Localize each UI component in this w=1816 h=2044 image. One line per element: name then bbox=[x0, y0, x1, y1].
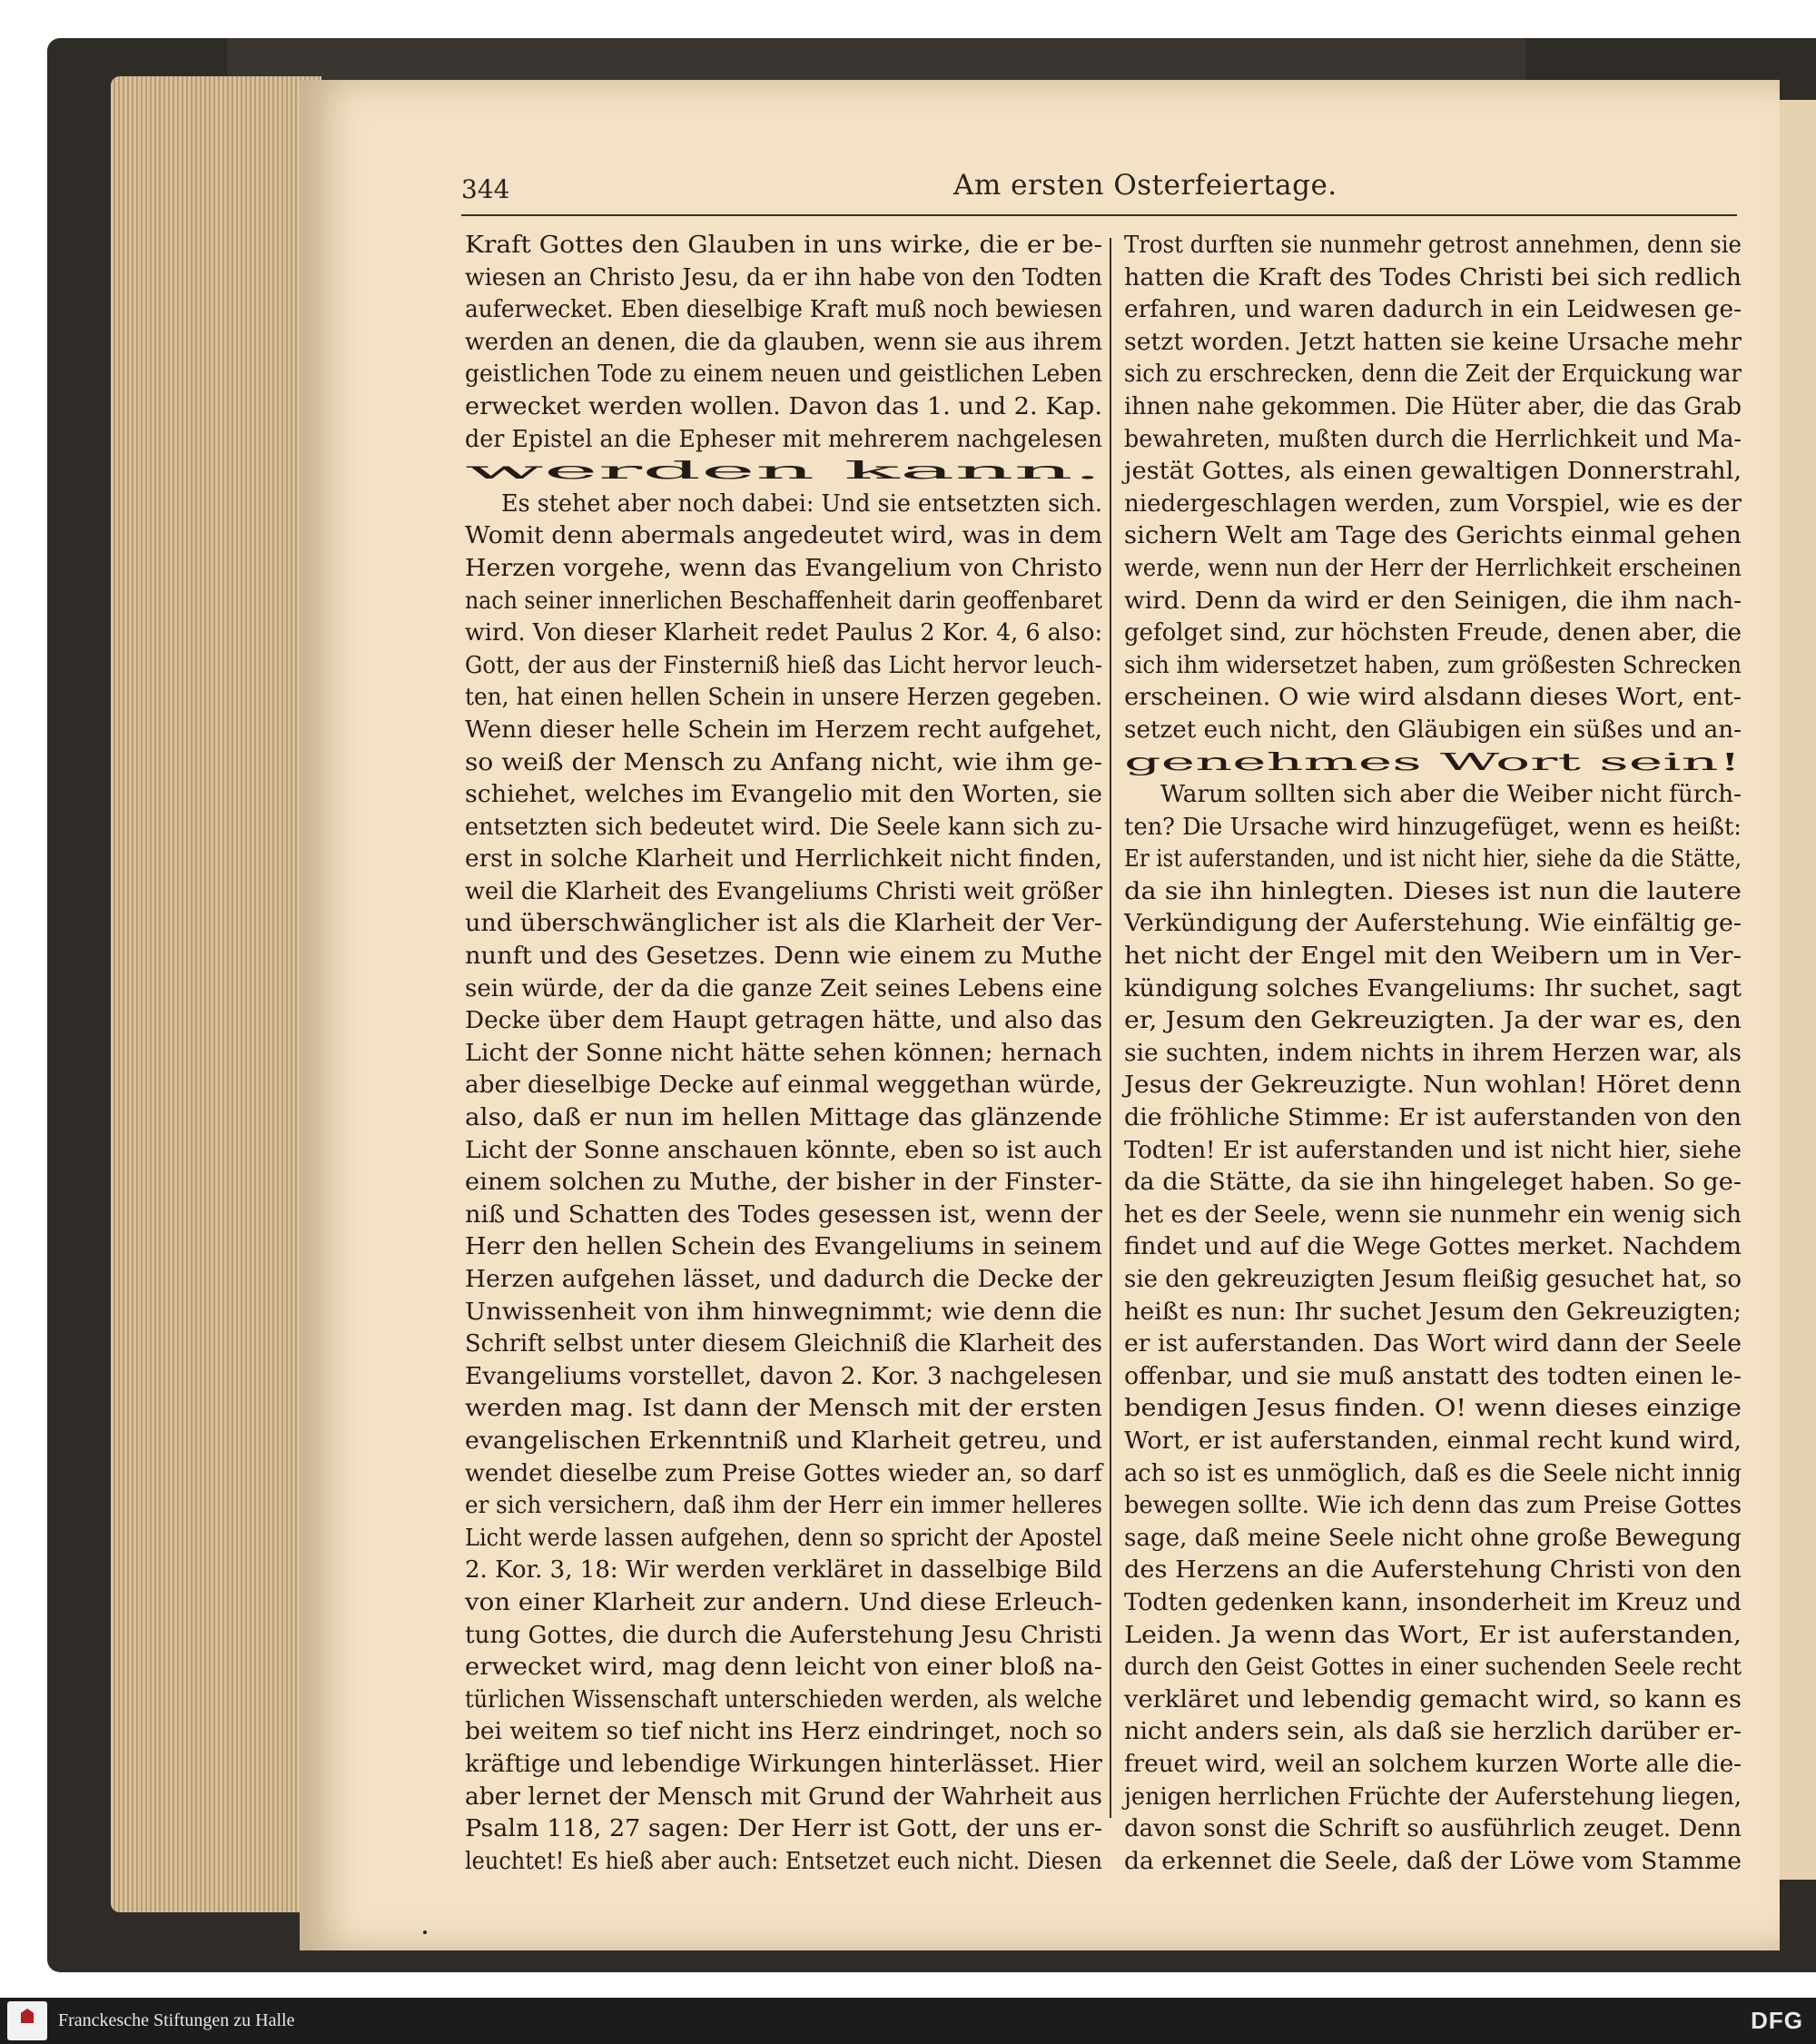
text-line: Unwissenheit von ihm hinwegnimmt; wie denn die bbox=[465, 1297, 1103, 1326]
franckesche-logo-icon bbox=[7, 2001, 47, 2040]
text-line: ten, hat einen hellen Schein in unsere Herzen gegeben. bbox=[465, 683, 1102, 712]
text-line: 2. Kor. 3, 18: Wir werden verkläret in dasselbige Bild bbox=[465, 1555, 1102, 1585]
text-line: Leiden. Ja wenn das Wort, Er ist auferstanden, bbox=[1124, 1620, 1742, 1649]
text-line: leuchtet! Es hieß aber auch: Entsetzet euch nicht. Diesen bbox=[465, 1846, 1102, 1875]
text-line: genehmes Wort sein! bbox=[1124, 747, 1742, 776]
text-line: sein würde, der da die ganze Zeit seines Lebens eine bbox=[465, 973, 1102, 1002]
text-line: da erkennet die Seele, daß der Löwe vom Stamme bbox=[1124, 1846, 1742, 1875]
text-line: Licht der Sonne anschauen könnte, eben so ist auch bbox=[465, 1135, 1102, 1164]
text-line: er sich versichern, daß ihm der Herr ein immer helleres bbox=[465, 1491, 1103, 1520]
text-line: aber lernet der Mensch mit Grund der Wahrheit aus bbox=[465, 1782, 1102, 1811]
text-line: ten? Die Ursache wird hinzugefüget, wenn es heißt: bbox=[1124, 812, 1742, 841]
text-line: het es der Seele, wenn sie nunmehr ein wenig sich bbox=[1124, 1200, 1742, 1229]
text-line: weil die Klarheit des Evangeliums Christi weit größer bbox=[465, 876, 1102, 905]
text-line: nach seiner innerlichen Beschaffenheit darin geoffenbaret bbox=[465, 586, 1102, 615]
text-line: Herzen aufgehen lässet, und dadurch die Decke der bbox=[465, 1265, 1102, 1293]
text-line: werden kann. bbox=[465, 457, 1103, 486]
text-line: so weiß der Mensch zu Anfang nicht, wie ihm ge- bbox=[465, 747, 1102, 776]
text-line: erwecket werden wollen. Davon das 1. und 2. Kap. bbox=[465, 391, 1103, 420]
text-line: bei weitem so tief nicht ins Herz eindringet, noch so bbox=[465, 1717, 1102, 1746]
text-line: der Epistel an die Epheser mit mehrerem nachgelesen bbox=[465, 424, 1102, 453]
right-column bbox=[1124, 229, 1742, 1877]
text-line: bendigen Jesus finden. O! wenn dieses einzige bbox=[1124, 1394, 1742, 1423]
column-divider bbox=[1110, 238, 1111, 1818]
page-edges bbox=[111, 76, 321, 1912]
text-line: ach so ist es unmöglich, daß es die Seele nicht innig bbox=[1124, 1458, 1742, 1487]
text-line: het nicht der Engel mit den Weibern um in Ver- bbox=[1124, 942, 1742, 971]
text-line: verkläret und lebendig gemacht wird, so kann es bbox=[1124, 1684, 1742, 1713]
dfg-logo: DFG bbox=[1751, 2007, 1803, 2034]
text-line: des Herzens an die Auferstehung Christi von den bbox=[1124, 1555, 1742, 1585]
text-line: durch den Geist Gottes in einer suchenden Seele recht bbox=[1124, 1653, 1742, 1682]
text-line: niß und Schatten des Todes gesessen ist, wenn der bbox=[465, 1200, 1102, 1229]
text-line: Schrift selbst unter diesem Gleichniß die Klarheit des bbox=[465, 1329, 1103, 1358]
text-line: wiesen an Christo Jesu, da er ihn habe von den Todten bbox=[465, 262, 1103, 291]
text-line: Licht der Sonne nicht hätte sehen können; hernach bbox=[465, 1038, 1103, 1067]
text-line: niedergeschlagen werden, zum Vorspiel, wie es der bbox=[1124, 489, 1742, 518]
text-line: Wort, er ist auferstanden, einmal recht kund wird, bbox=[1124, 1426, 1742, 1455]
text-line: die fröhliche Stimme: Er ist auferstanden von den bbox=[1124, 1103, 1742, 1132]
text-line: hatten die Kraft des Todes Christi bei sich redlich bbox=[1124, 262, 1742, 291]
book-cover-top bbox=[227, 38, 1525, 85]
text-line: sie suchten, indem nichts in ihrem Herzen war, als bbox=[1124, 1038, 1742, 1067]
ink-speck bbox=[423, 1930, 427, 1934]
text-line: sich ihm widersetzet haben, zum größesten Schrecken bbox=[1124, 650, 1742, 679]
text-line: Verkündigung der Auferstehung. Wie einfältig ge- bbox=[1124, 909, 1742, 938]
footer-bar bbox=[0, 1998, 1816, 2044]
institution-name: Franckesche Stiftungen zu Halle bbox=[58, 2010, 295, 2030]
text-line: einem solchen zu Muthe, der bisher in der Finster- bbox=[465, 1168, 1103, 1197]
text-line: Todten gedenken kann, insonderheit im Kreuz und bbox=[1124, 1587, 1742, 1616]
text-line: wird. Denn da wird er den Seinigen, die ihm nach- bbox=[1124, 586, 1742, 615]
text-line: türlichen Wissenschaft unterschieden werden, als welche bbox=[465, 1684, 1102, 1713]
left-column bbox=[465, 229, 1102, 1877]
text-line: sage, daß meine Seele nicht ohne große Bewegung bbox=[1124, 1523, 1742, 1552]
text-line: ihnen nahe gekommen. Die Hüter aber, die das Grab bbox=[1124, 391, 1742, 420]
text-line: schiehet, welches im Evangelio mit den Worten, sie bbox=[465, 780, 1102, 809]
text-line: Er ist auferstanden, und ist nicht hier, siehe da die Stätte, bbox=[1124, 844, 1742, 874]
text-line: Herr den hellen Schein des Evangeliums in seinem bbox=[465, 1232, 1102, 1261]
text-line: werden an denen, die da glauben, wenn sie aus ihrem bbox=[465, 327, 1102, 356]
text-line: setzet euch nicht, den Gläubigen ein süßes und an- bbox=[1124, 715, 1742, 744]
text-line: auferwecket. Eben dieselbige Kraft muß noch bewiesen bbox=[465, 295, 1103, 324]
text-line: Wenn dieser helle Schein im Herzem recht aufgehet, bbox=[465, 715, 1102, 744]
text-line: davon sonst die Schrift so ausführlich zeuget. Denn bbox=[1124, 1814, 1742, 1843]
text-line: entsetzten sich bedeutet wird. Die Seele kann sich zu- bbox=[465, 812, 1103, 841]
page-number: 344 bbox=[461, 174, 510, 204]
text-line: Herzen vorgehe, wenn das Evangelium von Christo bbox=[465, 553, 1102, 582]
text-line: findet und auf die Wege Gottes merket. Nachdem bbox=[1124, 1232, 1742, 1261]
text-line: erfahren, und waren dadurch in ein Leidwesen ge- bbox=[1124, 295, 1742, 324]
logo-emblem-icon bbox=[21, 2009, 34, 2023]
text-line: erst in solche Klarheit und Herrlichkeit nicht finden, bbox=[465, 844, 1102, 874]
text-line: aber dieselbige Decke auf einmal weggethan würde, bbox=[465, 1071, 1102, 1100]
text-line: Evangeliums vorstellet, davon 2. Kor. 3 nachgelesen bbox=[465, 1361, 1102, 1390]
text-line: kündigung solches Evangeliums: Ihr suchet, sagt bbox=[1124, 973, 1742, 1002]
text-line: freuet wird, weil an solchem kurzen Worte alle die- bbox=[1124, 1749, 1742, 1778]
text-line: evangelischen Erkenntniß und Klarheit getreu, und bbox=[465, 1426, 1103, 1455]
text-line: wird. Von dieser Klarheit redet Paulus 2 Kor. 4, 6 also: bbox=[465, 618, 1103, 647]
text-line: Decke über dem Haupt getragen hätte, und also das bbox=[465, 1006, 1103, 1035]
header-rule bbox=[461, 214, 1737, 216]
text-line: tung Gottes, die durch die Auferstehung Jesu Christi bbox=[465, 1620, 1102, 1649]
text-line: bewahreten, mußten durch die Herrlichkeit und Ma- bbox=[1124, 424, 1742, 453]
text-line: da sie ihn hinlegten. Dieses ist nun die lautere bbox=[1124, 876, 1742, 905]
text-line: kräftige und lebendige Wirkungen hinterlässet. Hier bbox=[465, 1749, 1102, 1778]
text-line: heißt es nun: Ihr suchet Jesum den Gekreuzigten; bbox=[1124, 1297, 1742, 1326]
text-line: Warum sollten sich aber die Weiber nicht fürch- bbox=[1160, 780, 1742, 809]
text-line: Licht werde lassen aufgehen, denn so spricht der Apostel bbox=[465, 1523, 1102, 1552]
text-line: bewegen sollte. Wie ich denn das zum Preise Gottes bbox=[1124, 1491, 1742, 1520]
text-line: werden mag. Ist dann der Mensch mit der ersten bbox=[465, 1394, 1102, 1423]
text-line: Psalm 118, 27 sagen: Der Herr ist Gott, der uns er- bbox=[465, 1814, 1103, 1843]
text-line: setzt worden. Jetzt hatten sie keine Ursache mehr bbox=[1124, 327, 1742, 356]
text-line: von einer Klarheit zur andern. Und diese Erleuch- bbox=[465, 1587, 1103, 1616]
text-line: gefolget sind, zur höchsten Freude, denen aber, die bbox=[1124, 618, 1742, 647]
text-line: Womit denn abermals angedeutet wird, was in dem bbox=[465, 521, 1103, 550]
text-line: erwecket wird, mag denn leicht von einer bloß na- bbox=[465, 1653, 1102, 1682]
text-line: offenbar, und sie muß anstatt des todten einen le- bbox=[1124, 1361, 1742, 1390]
text-line: werde, wenn nun der Herr der Herrlichkeit erscheinen bbox=[1124, 553, 1742, 582]
text-line: geistlichen Tode zu einem neuen und geistlichen Leben bbox=[465, 360, 1102, 389]
text-line: wendet dieselbe zum Preise Gottes wieder an, so darf bbox=[465, 1458, 1102, 1487]
text-line: sich zu erschrecken, denn die Zeit der Erquickung war bbox=[1124, 360, 1742, 389]
text-line: sichern Welt am Tage des Gerichts einmal gehen bbox=[1124, 521, 1742, 550]
text-line: sie den gekreuzigten Jesum fleißig gesuchet hat, so bbox=[1124, 1265, 1742, 1293]
text-line: nicht anders sein, als daß sie herzlich darüber er- bbox=[1124, 1717, 1742, 1746]
running-head: Am ersten Osterfeiertage. bbox=[953, 169, 1337, 202]
text-line: er, Jesum den Gekreuzigten. Ja der war es, den bbox=[1124, 1006, 1742, 1035]
text-line: Todten! Er ist auferstanden und ist nicht hier, siehe bbox=[1124, 1135, 1742, 1164]
text-line: jenigen herrlichen Früchte der Auferstehung liegen, bbox=[1124, 1782, 1742, 1811]
text-line: erscheinen. O wie wird alsdann dieses Wort, ent- bbox=[1124, 683, 1742, 712]
text-line: er ist auferstanden. Das Wort wird dann der Seele bbox=[1124, 1329, 1742, 1358]
text-line: also, daß er nun im hellen Mittage das glänzende bbox=[465, 1103, 1103, 1132]
text-line: jestät Gottes, als einen gewaltigen Donnerstrahl, bbox=[1124, 457, 1742, 486]
text-line: Es stehet aber noch dabei: Und sie entsetzten sich. bbox=[501, 489, 1103, 518]
text-line: Kraft Gottes den Glauben in uns wirke, die er be- bbox=[465, 231, 1103, 259]
text-line: Gott, der aus der Finsterniß hieß das Licht hervor leuch- bbox=[465, 650, 1103, 679]
text-line: Trost durften sie nunmehr getrost annehmen, denn sie bbox=[1124, 231, 1742, 259]
text-line: Jesus der Gekreuzigte. Nun wohlan! Höret denn bbox=[1124, 1071, 1742, 1100]
text-line: nunft und des Gesetzes. Denn wie einem zu Muthe bbox=[465, 942, 1103, 971]
text-line: und überschwänglicher ist als die Klarheit der Ver- bbox=[465, 909, 1102, 938]
text-line: da die Stätte, da sie ihn hingeleget haben. So ge- bbox=[1124, 1168, 1742, 1197]
